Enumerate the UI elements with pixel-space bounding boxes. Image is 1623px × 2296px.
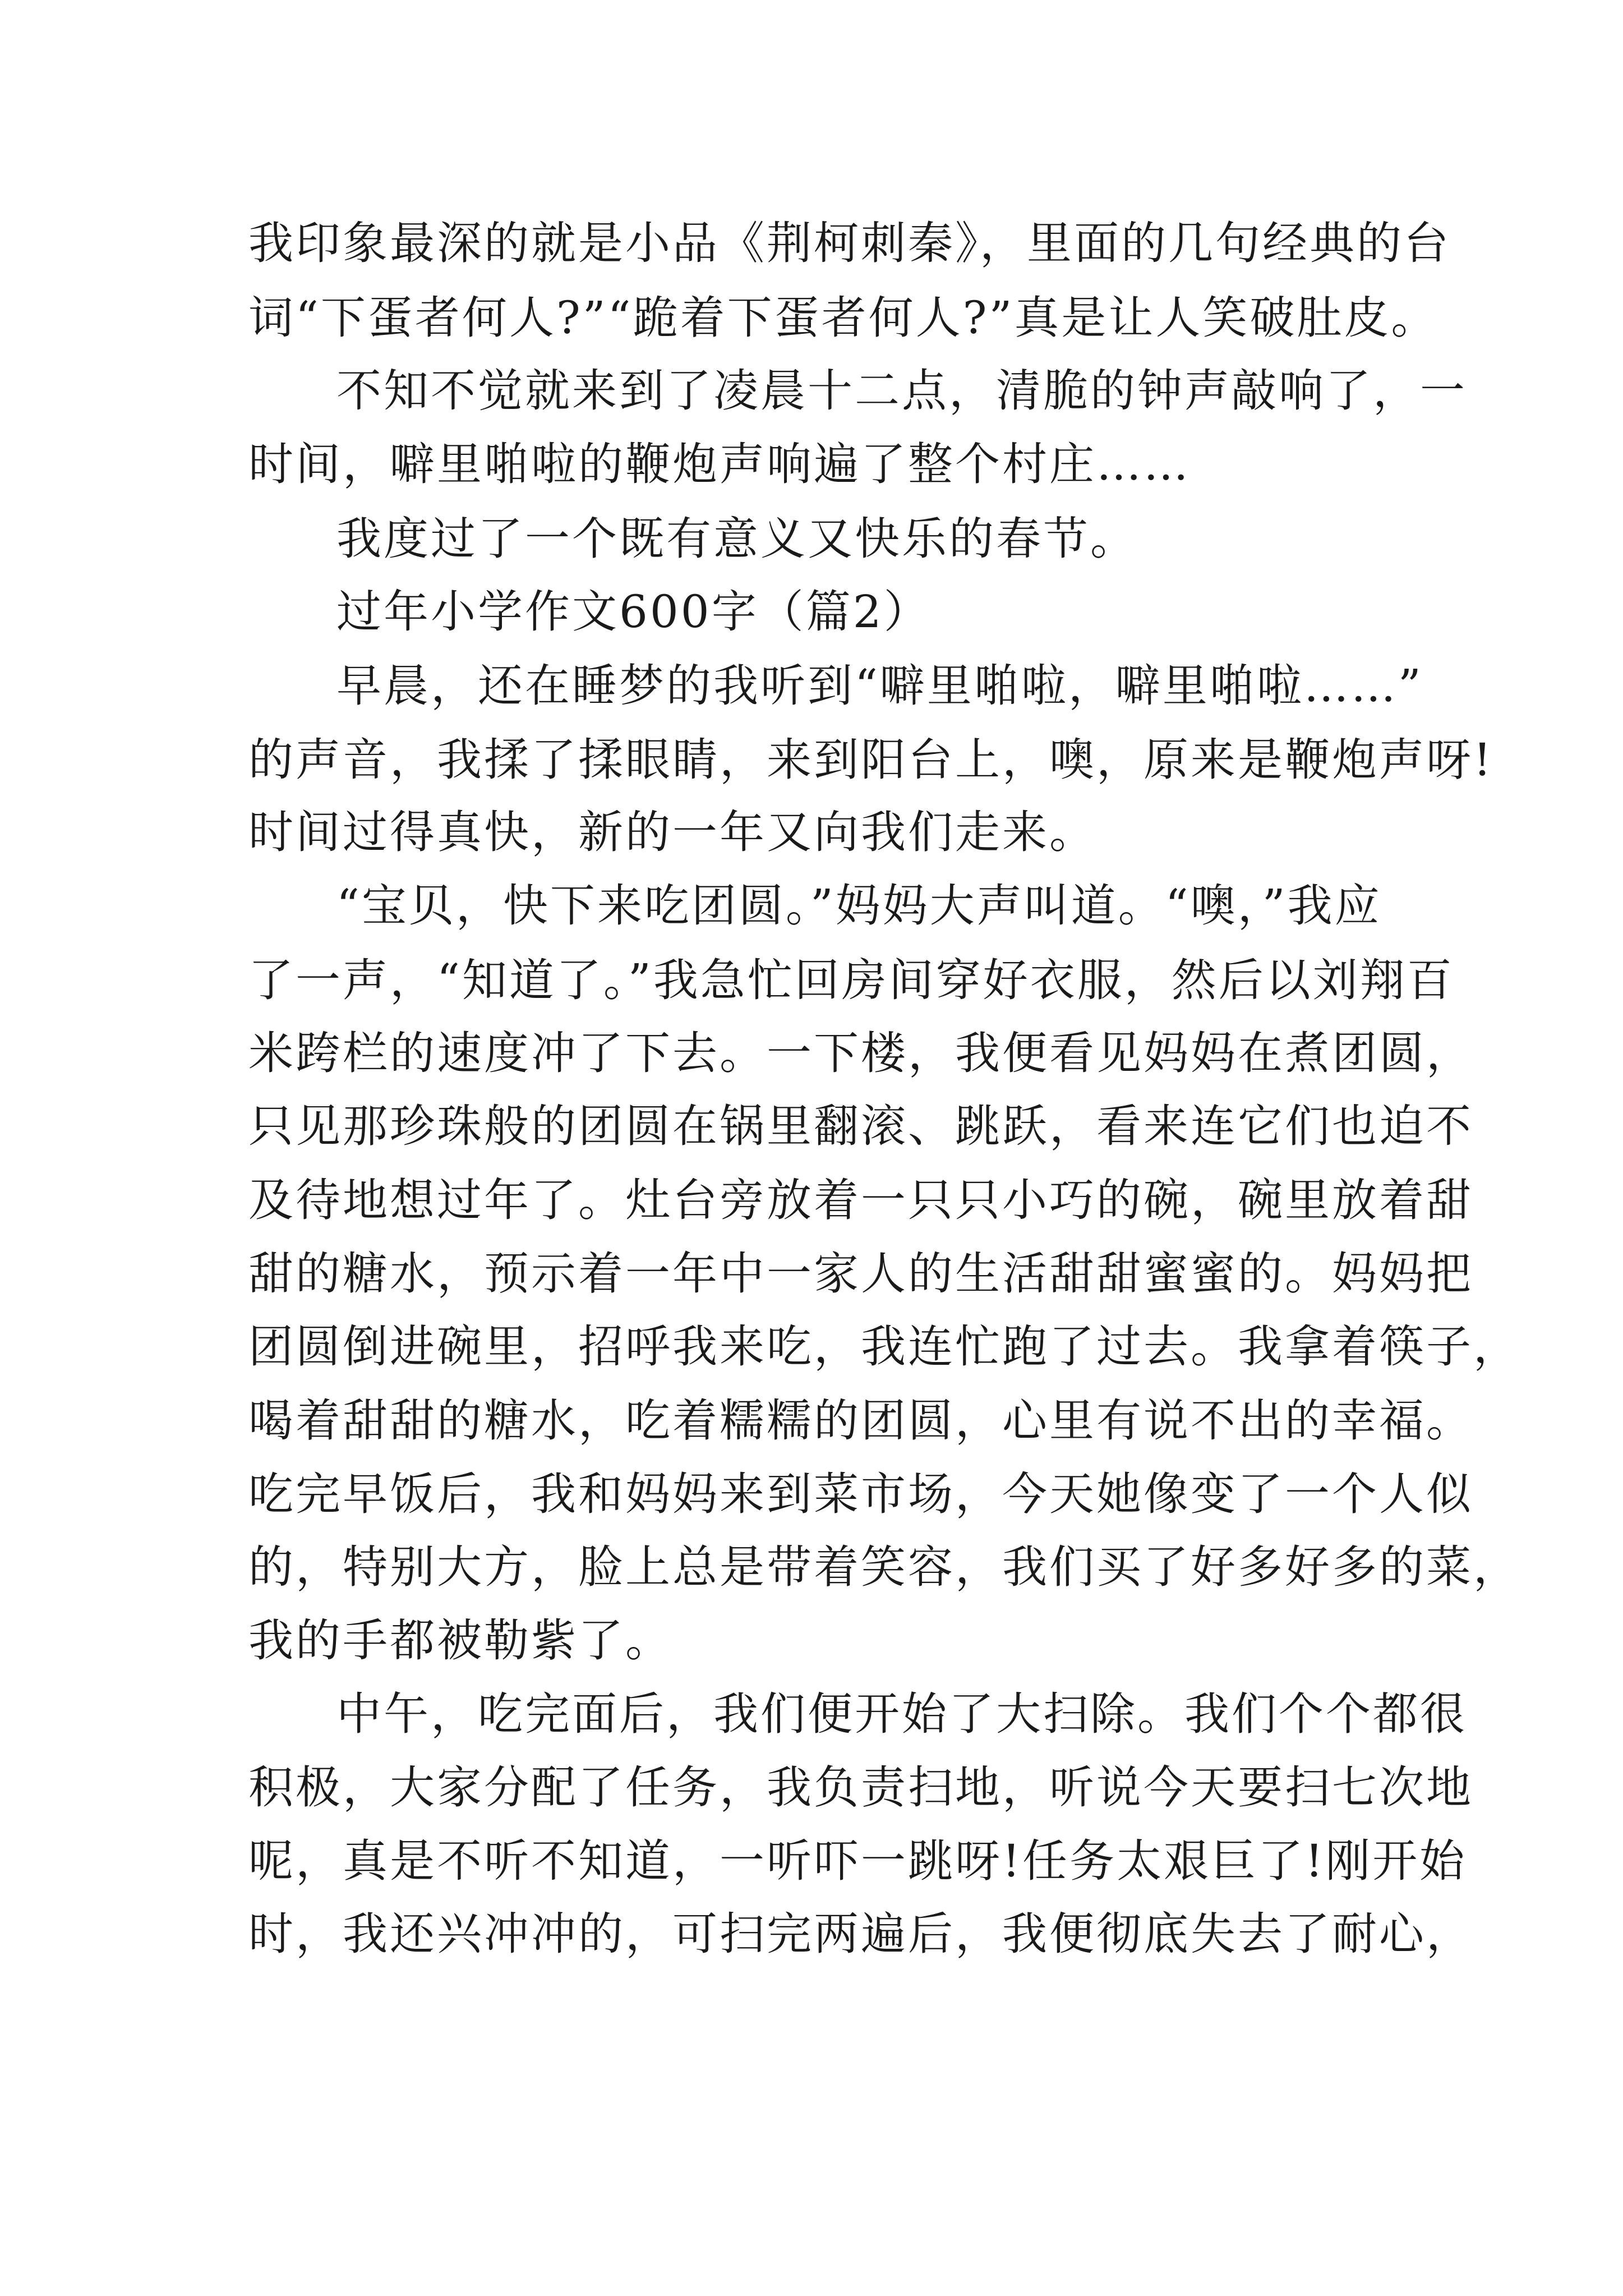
text-line: 喝着甜甜的糖水，吃着糯糯的团圆，心里有说不出的幸福。 bbox=[248, 1395, 1473, 1447]
text-line: 的，特别大方，脸上总是带着笑容，我们买了好多好多的菜， bbox=[248, 1541, 1520, 1593]
text-line: 时间过得真快，新的一年又向我们走来。 bbox=[248, 806, 1096, 858]
text-line: 我印象最深的就是小品《荆柯刺秦》，里面的几句经典的台 bbox=[248, 217, 1451, 269]
text-line: 团圆倒进碗里，招呼我来吃，我连忙跑了过去。我拿着筷子， bbox=[248, 1320, 1520, 1373]
text-line: 及待地想过年了。灶台旁放着一只只小巧的碗，碗里放着甜 bbox=[248, 1174, 1473, 1226]
text-line: 米跨栏的速度冲了下去。一下楼，我便看见妈妈在煮团圆， bbox=[248, 1027, 1473, 1079]
text-line: 的声音，我揉了揉眼睛，来到阳台上，噢，原来是鞭炮声呀! bbox=[248, 734, 1494, 786]
text-line: 时间，噼里啪啦的鞭炮声响遍了整个村庄…… bbox=[248, 438, 1191, 490]
text-line: 我度过了一个既有意义又快乐的春节。 bbox=[336, 513, 1137, 565]
text-line: 甜的糖水，预示着一年中一家人的生活甜甜蜜蜜的。妈妈把 bbox=[248, 1248, 1473, 1300]
text-line: 不知不觉就来到了凌晨十二点，清脆的钟声敲响了，一 bbox=[336, 365, 1467, 417]
text-line: 呢，真是不听不知道，一听吓一跳呀!任务太艰巨了!刚开始 bbox=[248, 1835, 1467, 1887]
text-line: 了一声，“知道了。”我急忙回房间穿好衣服，然后以刘翔百 bbox=[248, 954, 1454, 1006]
text-line: 早晨，还在睡梦的我听到“噼里啪啦，噼里啪啦……” bbox=[336, 660, 1423, 712]
text-line: 只见那珍珠般的团圆在锅里翻滚、跳跃，看来连它们也迫不 bbox=[248, 1100, 1473, 1152]
section-heading: 过年小学作文600字（篇2） bbox=[336, 586, 931, 638]
text-line: 我的手都被勒紫了。 bbox=[248, 1614, 672, 1667]
text-line: 时，我还兴冲冲的，可扫完两遍后，我便彻底失去了耐心， bbox=[248, 1908, 1473, 1960]
text-line: “宝贝，快下来吃团圆。”妈妈大声叫道。“噢，”我应 bbox=[336, 880, 1382, 932]
text-line: 积极，大家分配了任务，我负责扫地，听说今天要扫七次地 bbox=[248, 1761, 1473, 1814]
text-line: 中午，吃完面后，我们便开始了大扫除。我们个个都很 bbox=[336, 1688, 1467, 1740]
text-line: 吃完早饭后，我和妈妈来到菜市场，今天她像变了一个人似 bbox=[248, 1468, 1473, 1520]
text-line: 词“下蛋者何人?”“跪着下蛋者何人?”真是让人笑破肚皮。 bbox=[248, 292, 1438, 344]
